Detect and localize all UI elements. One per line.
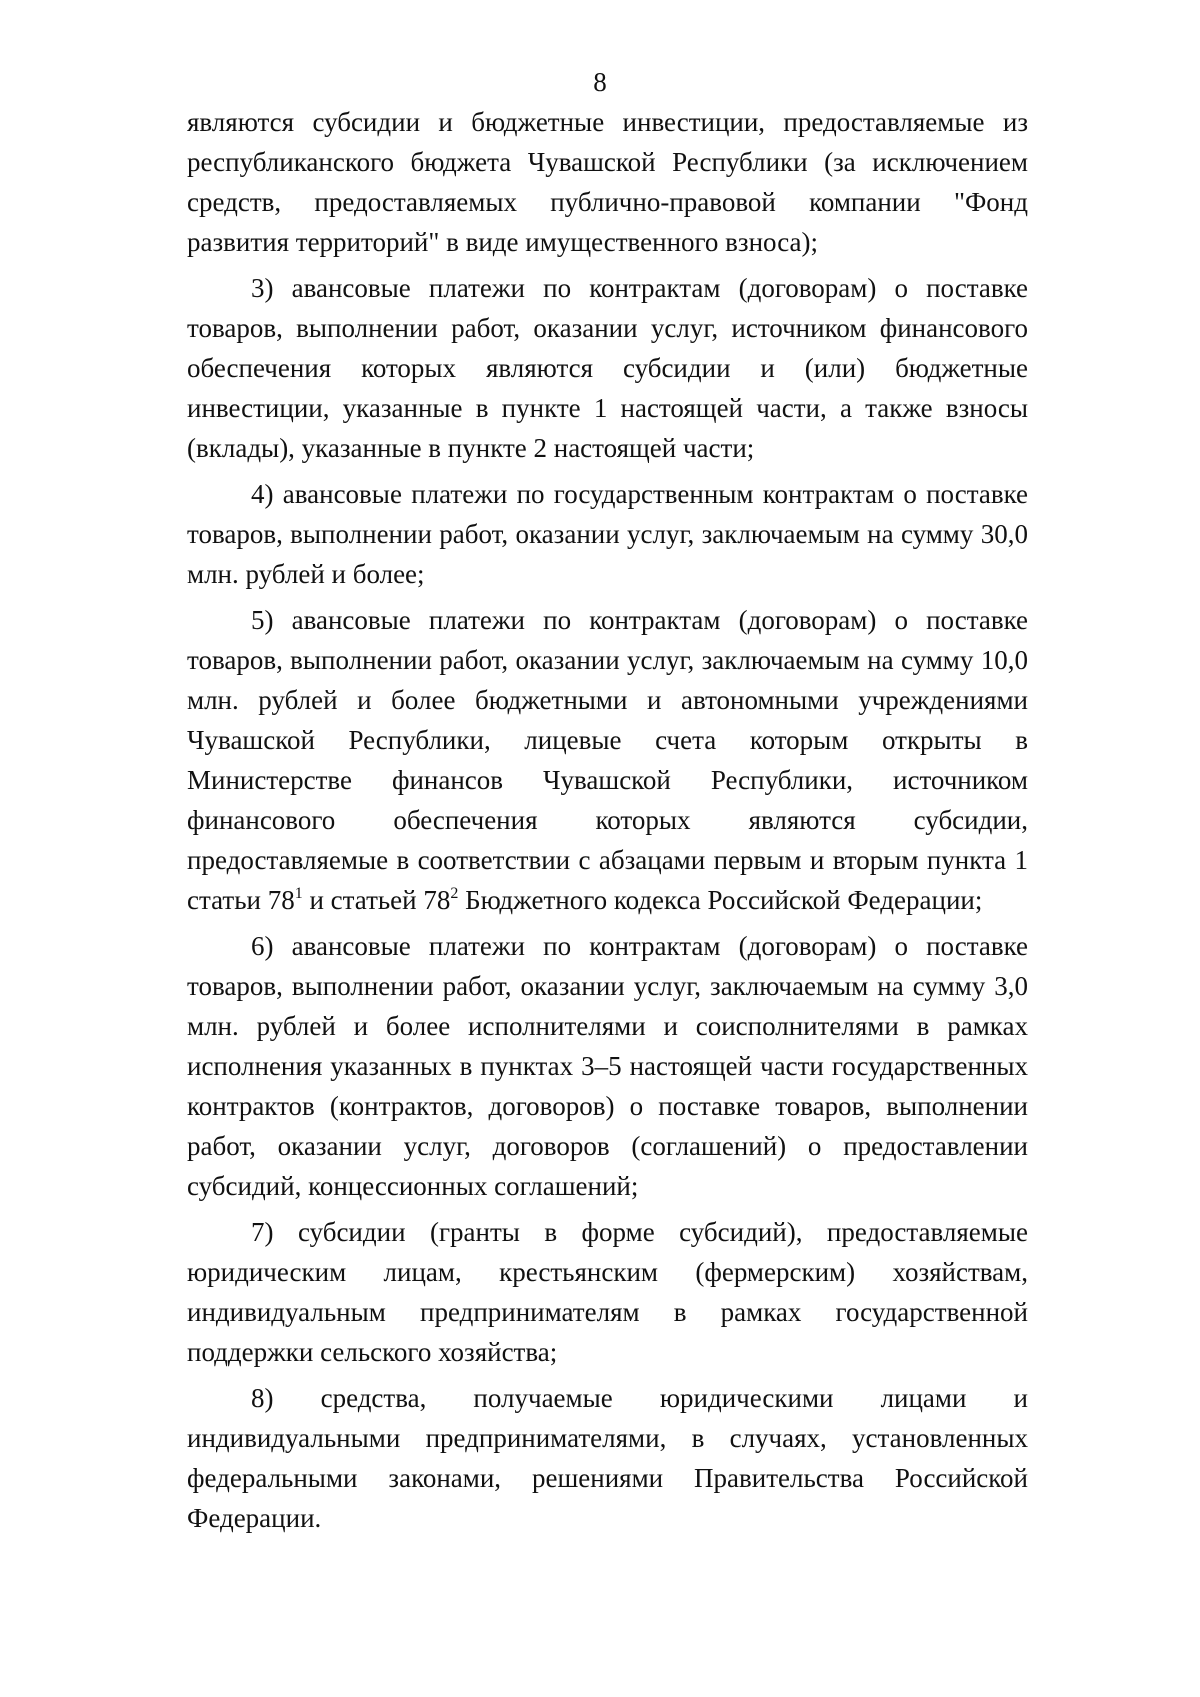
paragraph-item-5-text-after: Бюджетного кодекса Российской Федерации; bbox=[458, 885, 983, 915]
paragraph-item-8: 8) средства, получаемые юридическими лицами и индивидуальными предпринимателями, в случаях, установленных федеральными законами, решениями Правительства Российской Федерации. bbox=[187, 1383, 1028, 1533]
paragraph-item-7: 7) субсидии (гранты в форме субсидий), предоставляемые юридическим лицам, крестьянским (фермерским) хозяйствам, индивидуальным предпринимателям в рамках государственной поддержки сельского хозяйства; bbox=[187, 1217, 1028, 1367]
paragraph-item-5-text-before: 5) авансовые платежи по контрактам (договорам) о поставке товаров, выполнении работ, оказании услуг, заключаемым на сумму 10,0 млн. рублей и более бюджетными и автономными учреждениями Чувашской Республики, лицевые счета которым открыты в Министерстве финансов Чувашской Республики, источником финансового обеспечения которых являются субсидии, предоставляемые в соответствии с абзацами первым и вторым пункта 1 статьи 78 bbox=[187, 605, 1028, 915]
paragraph-item-3: 3) авансовые платежи по контрактам (договорам) о поставке товаров, выполнении работ, оказании услуг, источником финансового обеспечения которых являются субсидии и (или) бюджетные инвестиции, указанные в пункте 1 настоящей части, а также взносы (вклады), указанные в пункте 2 настоящей части; bbox=[187, 273, 1028, 463]
superscript-2: 2 bbox=[450, 885, 459, 902]
paragraph-item-5 bbox=[187, 600, 1028, 920]
page-number: 8 bbox=[593, 67, 607, 97]
paragraph-item-6: 6) авансовые платежи по контрактам (договорам) о поставке товаров, выполнении работ, оказании услуг, заключаемым на сумму 3,0 млн. рублей и более исполнителями и соисполнителями в рамках исполнения указанных в пунктах 3–5 настоящей части государственных контрактов (контрактов, договоров) о поставке товаров, выполнении работ, оказании услуг, договоров (соглашений) о предоставлении субсидий, концессионных соглашений; bbox=[187, 931, 1028, 1201]
superscript-1: 1 bbox=[294, 885, 303, 902]
paragraph-item-5-text-middle: и статьей 78 bbox=[302, 885, 451, 915]
paragraph-continuation: являются субсидии и бюджетные инвестиции, предоставляемые из республиканского бюджета Чувашской Республики (за исключением средств, предоставляемых публично-правовой компании "Фонд развития территорий" в виде имущественного взноса); bbox=[187, 107, 1028, 257]
document-body bbox=[187, 102, 1028, 1538]
paragraph-item-4: 4) авансовые платежи по государственным контрактам о поставке товаров, выполнении работ, оказании услуг, заключаемым на сумму 30,0 млн. рублей и более; bbox=[187, 479, 1028, 589]
